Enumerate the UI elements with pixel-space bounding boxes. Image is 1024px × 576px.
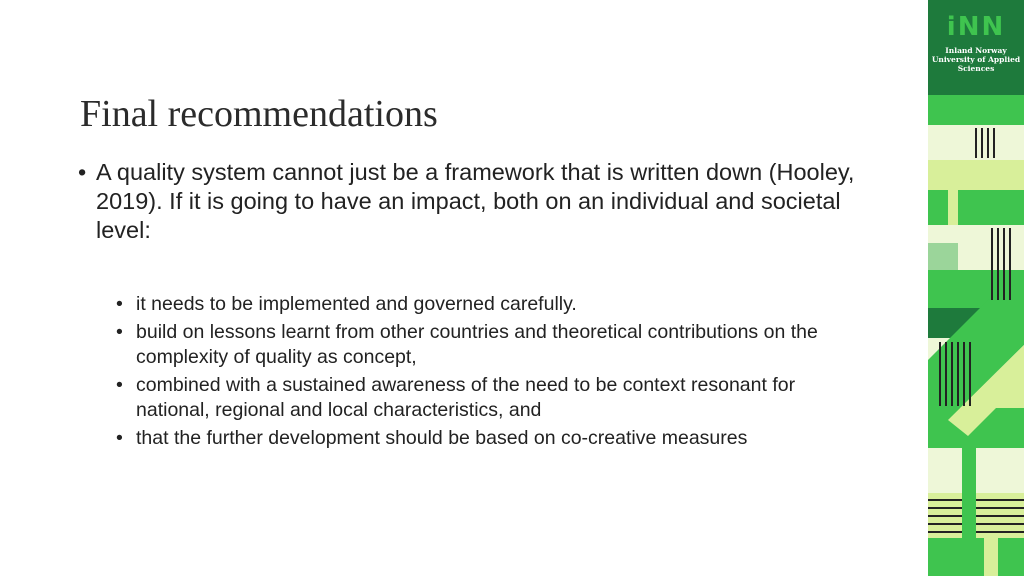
sub-bullet-item: • combined with a sustained awareness of the need to be context resonant for national, regional and local characteristics, and	[116, 373, 856, 423]
logo-mark: iNN	[946, 12, 1006, 42]
bullet-item: • A quality system cannot just be a framework that is written down (Hooley, 2019). If it is going to have an impact, both on an individual and societal level:	[78, 158, 878, 245]
decorative-side-band	[928, 0, 1024, 576]
sub-bullet-item: • it needs to be implemented and governed carefully.	[116, 292, 856, 317]
university-logo	[928, 0, 1024, 95]
sub-bullet-item: • that the further development should be based on co-creative measures	[116, 426, 856, 451]
sub-bullet-list	[116, 292, 856, 454]
slide-title: Final recommendations	[80, 93, 438, 135]
sub-bullet-item: • build on lessons learnt from other countries and theoretical contributions on the complexity of quality as concept,	[116, 320, 856, 370]
main-bullet-list	[78, 158, 878, 245]
logo-text: Inland Norway University of Applied Sciences	[931, 46, 1021, 73]
